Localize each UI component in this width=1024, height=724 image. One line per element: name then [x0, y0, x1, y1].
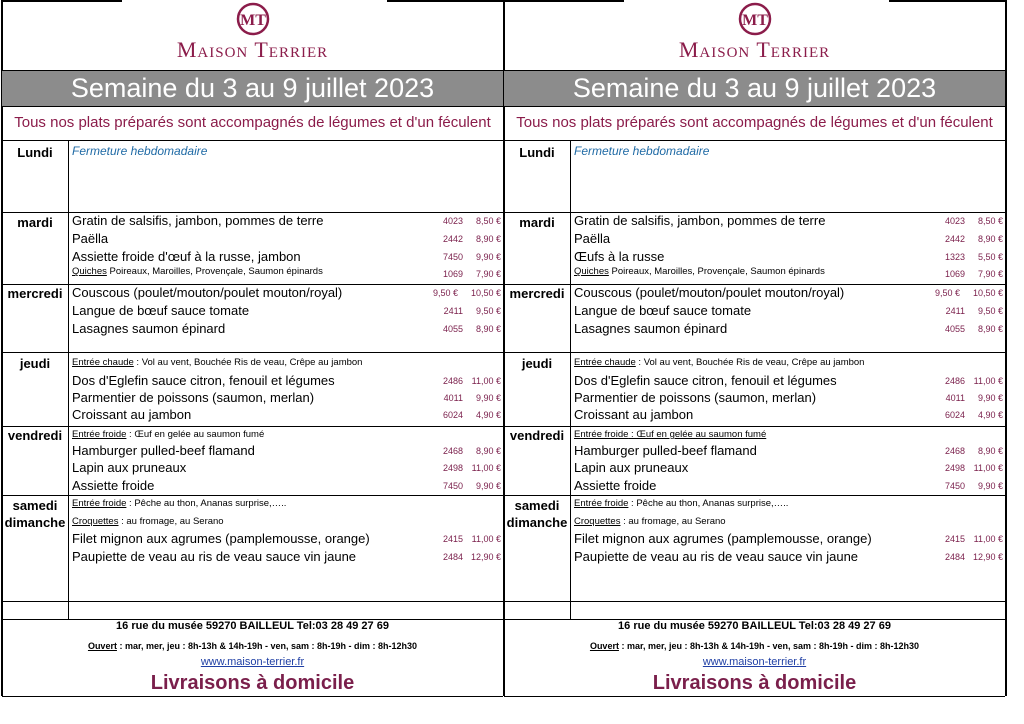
- day-dimanche: dimanche: [4, 515, 66, 530]
- day-vendredi: vendredi: [7, 428, 63, 443]
- dish-name: Hamburger pulled-beef flamand: [72, 443, 255, 458]
- brand-name: Maison Terrier: [176, 37, 329, 62]
- dish-name: Langue de bœuf sauce tomate: [574, 303, 752, 318]
- dish-ref: 1069: [442, 269, 463, 279]
- dish-name: [72, 266, 323, 277]
- day-samedi: samedi: [514, 498, 560, 513]
- dish-price: 4,90 €: [475, 410, 501, 420]
- entree-froide: [72, 429, 264, 440]
- menu-column-left: [2, 0, 503, 696]
- dish-name: Paupiette de veau au ris de veau sauce vin jaune: [574, 549, 859, 564]
- website-link[interactable]: www.maison-terrier.fr: [702, 656, 807, 668]
- dish-price: 11,00 €: [973, 463, 1003, 473]
- dish-name: Paëlla: [72, 231, 109, 246]
- logo: [2, 2, 503, 68]
- dish-price: 8,90 €: [475, 234, 501, 244]
- dish-name: Hamburger pulled-beef flamand: [574, 443, 757, 458]
- dish-ref: 2411: [945, 306, 965, 316]
- dish-ref: 4011: [945, 393, 965, 403]
- row-separator: [2, 426, 503, 427]
- dish-name: Lasagnes saumon épinard: [574, 321, 728, 336]
- dish-price: 4,90 €: [977, 410, 1003, 420]
- day-jeudi: jeudi: [19, 356, 51, 371]
- dish-name: [574, 266, 825, 277]
- dish-price: 9,90 €: [977, 393, 1003, 403]
- list-item: [72, 407, 503, 424]
- list-item: [72, 443, 503, 460]
- delivery-banner: Livraisons à domicile: [150, 672, 355, 694]
- dish-price: 8,90 €: [977, 446, 1003, 456]
- list-item: [574, 357, 1005, 374]
- dish-name: Gratin de salsifis, jambon, pommes de terre: [574, 213, 826, 228]
- dish-price: 9,90 €: [475, 481, 501, 491]
- dish-ref: 2468: [442, 446, 463, 456]
- entree-label: Entrée froide: [72, 498, 127, 509]
- logo: [504, 2, 1005, 68]
- address: 16 rue du musée 59270 BAILLEUL Tel:03 28 49 27 69: [618, 620, 891, 632]
- dish-ref: 4055: [944, 324, 965, 334]
- list-item: [72, 460, 503, 477]
- dish-price: 10,50 €: [470, 288, 501, 298]
- row-separator: [504, 426, 1005, 427]
- dish-ref: 4011: [443, 393, 463, 403]
- quiche-label: Quiches: [574, 266, 609, 277]
- day-lundi: Lundi: [17, 145, 53, 160]
- list-item: [72, 373, 503, 390]
- brand-name: Maison Terrier: [678, 37, 831, 62]
- dish-ref: 2442: [944, 234, 965, 244]
- dish-name: Parmentier de poissons (saumon, merlan): [574, 390, 817, 405]
- quiche-label: Quiches: [72, 266, 107, 277]
- dish-price: 9,50 €: [977, 306, 1003, 316]
- list-item: [574, 249, 1005, 266]
- dish-price: 11,00 €: [471, 534, 501, 544]
- dish-price: 7,90 €: [475, 269, 501, 279]
- hours-label: Ouvert: [87, 641, 117, 651]
- dish-price: 10,50 €: [972, 288, 1003, 298]
- day-mardi: mardi: [17, 215, 53, 230]
- dish-name: Lapin aux pruneaux: [574, 460, 689, 475]
- dish-ref: 4023: [442, 216, 463, 226]
- dish-ref: 2415: [944, 534, 965, 544]
- dish-price: 9,50 €: [432, 288, 458, 298]
- dish-price: 8,90 €: [977, 234, 1003, 244]
- list-item: [574, 531, 1005, 548]
- entree-text: : Vol au vent, Bouchée Ris de veau, Crêpe au jambon: [133, 357, 363, 368]
- entree-label: Entrée froide: [72, 429, 127, 440]
- hours-label: Ouvert: [589, 641, 619, 651]
- entree-froide: [72, 498, 286, 509]
- dish-name: Filet mignon aux agrumes (pamplemousse, orange): [72, 531, 370, 546]
- croquettes-label: Croquettes: [72, 516, 119, 527]
- hours-text: : mar, mer, jeu : 8h-13h & 14h-19h - ven, sam : 8h-19h - dim : 8h-12h30: [116, 641, 418, 651]
- entree-froide: [574, 498, 788, 509]
- row-separator: [504, 352, 1005, 353]
- dish-ref: 2484: [442, 552, 463, 562]
- list-item: [574, 498, 1005, 515]
- dish-price: 12,90 €: [470, 552, 501, 562]
- list-item: [72, 213, 503, 230]
- dish-ref: 2498: [944, 463, 965, 473]
- day-mercredi: mercredi: [509, 286, 565, 301]
- quiche-text: Poireaux, Maroilles, Provençale, Saumon épinards: [106, 266, 323, 277]
- dish-name: Couscous (poulet/mouton/poulet mouton/royal): [574, 285, 845, 300]
- dish-name: Croissant au jambon: [574, 407, 694, 422]
- list-item: [72, 390, 503, 407]
- list-item: [574, 390, 1005, 407]
- list-item: [574, 321, 1005, 338]
- dish-price: 7,90 €: [977, 269, 1003, 279]
- dish-name: Langue de bœuf sauce tomate: [72, 303, 250, 318]
- dish-name: Assiette froide: [72, 478, 155, 493]
- week-title: Semaine du 3 au 9 juillet 2023: [504, 70, 1005, 107]
- croquettes: [72, 516, 224, 527]
- dish-name: Paupiette de veau au ris de veau sauce vin jaune: [72, 549, 357, 564]
- dish-ref: 6024: [944, 410, 965, 420]
- list-item: [574, 373, 1005, 390]
- dish-price: 8,50 €: [475, 216, 501, 226]
- week-title: Semaine du 3 au 9 juillet 2023: [2, 70, 503, 107]
- dish-name: Parmentier de poissons (saumon, merlan): [72, 390, 315, 405]
- day-samedi: samedi: [12, 498, 58, 513]
- website-link[interactable]: www.maison-terrier.fr: [200, 656, 305, 668]
- dish-name: Gratin de salsifis, jambon, pommes de terre: [72, 213, 324, 228]
- dish-ref: 4023: [944, 216, 965, 226]
- list-item: [72, 549, 503, 566]
- dish-price: 12,90 €: [972, 552, 1003, 562]
- hours-text: : mar, mer, jeu : 8h-13h & 14h-19h - ven, sam : 8h-19h - dim : 8h-12h30: [618, 641, 920, 651]
- list-item: [574, 407, 1005, 424]
- opening-hours: [2, 641, 503, 651]
- list-item: [72, 478, 503, 495]
- croquettes-label: Croquettes: [574, 516, 621, 527]
- dish-price: 9,90 €: [977, 481, 1003, 491]
- menu-grid: [504, 140, 1005, 620]
- dish-ref: 7450: [944, 481, 965, 491]
- dish-name: Œufs à la russe: [574, 249, 665, 264]
- footer: [504, 618, 1005, 697]
- entree-text: : Pêche au thon, Ananas surprise,…..: [628, 498, 789, 509]
- dish-name: Paëlla: [574, 231, 611, 246]
- dish-ref: 2411: [443, 306, 463, 316]
- croquettes-text: : au fromage, au Serano: [118, 516, 224, 527]
- day-lundi: Lundi: [519, 145, 555, 160]
- dish-ref: 2484: [944, 552, 965, 562]
- entree-label: Entrée froide: [574, 429, 629, 440]
- list-item: [72, 231, 503, 248]
- dish-name: Couscous (poulet/mouton/poulet mouton/royal): [72, 285, 343, 300]
- dish-name: Assiette froide d'œuf à la russe, jambon: [72, 249, 301, 264]
- list-item: [574, 549, 1005, 566]
- dish-price: 8,50 €: [977, 216, 1003, 226]
- footer: [2, 618, 503, 697]
- dish-ref: 2415: [442, 534, 463, 544]
- entree-text: : Vol au vent, Bouchée Ris de veau, Crêpe au jambon: [635, 357, 865, 368]
- list-item: [574, 213, 1005, 230]
- dish-ref: 2486: [944, 376, 965, 386]
- svg-text:MT: MT: [239, 12, 266, 29]
- list-item: [72, 266, 503, 283]
- logo-mark-icon: [233, 2, 273, 36]
- croquettes-text: : au fromage, au Serano: [620, 516, 726, 527]
- dish-price: 9,50 €: [475, 306, 501, 316]
- list-item: [574, 285, 1005, 302]
- list-item: [574, 478, 1005, 495]
- dish-price: 9,50 €: [934, 288, 960, 298]
- list-item: [574, 303, 1005, 320]
- dish-ref: 7450: [442, 481, 463, 491]
- row-separator: [2, 601, 503, 602]
- dish-ref: 2498: [442, 463, 463, 473]
- closed-text: Fermeture hebdomadaire: [72, 144, 208, 158]
- dish-name: Dos d'Eglefin sauce citron, fenouil et légumes: [72, 373, 335, 388]
- dish-price: 8,90 €: [475, 324, 501, 334]
- dish-ref: 2442: [442, 234, 463, 244]
- dish-price: 8,90 €: [475, 446, 501, 456]
- closed-notice: [574, 144, 1005, 161]
- opening-hours: [504, 641, 1005, 651]
- dish-ref: 4055: [442, 324, 463, 334]
- list-item: [72, 249, 503, 266]
- svg-text:MT: MT: [741, 12, 768, 29]
- tagline: Tous nos plats préparés sont accompagnés de légumes et d'un féculent: [516, 114, 993, 131]
- dish-ref: 6024: [442, 410, 463, 420]
- dish-name: Croissant au jambon: [72, 407, 192, 422]
- dish-price: 11,00 €: [973, 534, 1003, 544]
- entree-text: : Œuf en gelée au saumon fumé: [126, 429, 265, 440]
- entree-chaude: [574, 357, 864, 368]
- row-separator: [504, 495, 1005, 496]
- day-mardi: mardi: [519, 215, 555, 230]
- entree-chaude: [72, 357, 362, 368]
- row-separator: [504, 601, 1005, 602]
- day-mercredi: mercredi: [7, 286, 63, 301]
- list-item: [574, 266, 1005, 283]
- row-separator: [2, 352, 503, 353]
- list-item: [72, 531, 503, 548]
- dish-ref: 2468: [944, 446, 965, 456]
- dish-name: Filet mignon aux agrumes (pamplemousse, orange): [574, 531, 872, 546]
- day-dimanche: dimanche: [506, 515, 568, 530]
- list-item: [574, 231, 1005, 248]
- dish-price: 5,50 €: [977, 252, 1003, 262]
- list-item: [72, 498, 503, 515]
- entree-label: Entrée chaude: [72, 357, 134, 368]
- dish-price: 11,00 €: [973, 376, 1003, 386]
- dish-price: 9,90 €: [475, 393, 501, 403]
- logo-mark-icon: [735, 2, 775, 36]
- day-vendredi: vendredi: [509, 428, 565, 443]
- croquettes: [574, 516, 726, 527]
- dish-price: 8,90 €: [977, 324, 1003, 334]
- day-jeudi: jeudi: [521, 356, 553, 371]
- dish-name: Assiette froide: [574, 478, 657, 493]
- dish-ref: 1069: [944, 269, 965, 279]
- dish-name: Lasagnes saumon épinard: [72, 321, 226, 336]
- entree-froide: [574, 429, 766, 440]
- dish-price: 9,90 €: [475, 252, 501, 262]
- entree-text: : Pêche au thon, Ananas surprise,…..: [126, 498, 287, 509]
- list-item: [72, 285, 503, 302]
- menu-grid: [2, 140, 503, 620]
- closed-notice: [72, 144, 503, 161]
- entree-label: Entrée chaude: [574, 357, 636, 368]
- list-item: [574, 443, 1005, 460]
- quiche-text: Poireaux, Maroilles, Provençale, Saumon épinards: [608, 266, 825, 277]
- dish-price: 11,00 €: [471, 463, 501, 473]
- closed-text: Fermeture hebdomadaire: [574, 144, 710, 158]
- menu-column-right: [504, 0, 1005, 696]
- frame-right: [1005, 0, 1007, 696]
- entree-text: : Œuf en gelée au saumon fumé: [628, 429, 767, 440]
- list-item: [72, 357, 503, 374]
- entree-label: Entrée froide: [574, 498, 629, 509]
- list-item: [72, 321, 503, 338]
- dish-price: 11,00 €: [471, 376, 501, 386]
- row-separator: [2, 495, 503, 496]
- dish-name: Lapin aux pruneaux: [72, 460, 187, 475]
- list-item: [72, 303, 503, 320]
- dish-ref: 7450: [442, 252, 463, 262]
- address: 16 rue du musée 59270 BAILLEUL Tel:03 28 49 27 69: [116, 620, 389, 632]
- dish-ref: 2486: [442, 376, 463, 386]
- dish-name: Dos d'Eglefin sauce citron, fenouil et légumes: [574, 373, 837, 388]
- tagline: Tous nos plats préparés sont accompagnés de légumes et d'un féculent: [14, 114, 491, 131]
- dish-ref: 1323: [944, 252, 965, 262]
- list-item: [574, 460, 1005, 477]
- delivery-banner: Livraisons à domicile: [652, 672, 857, 694]
